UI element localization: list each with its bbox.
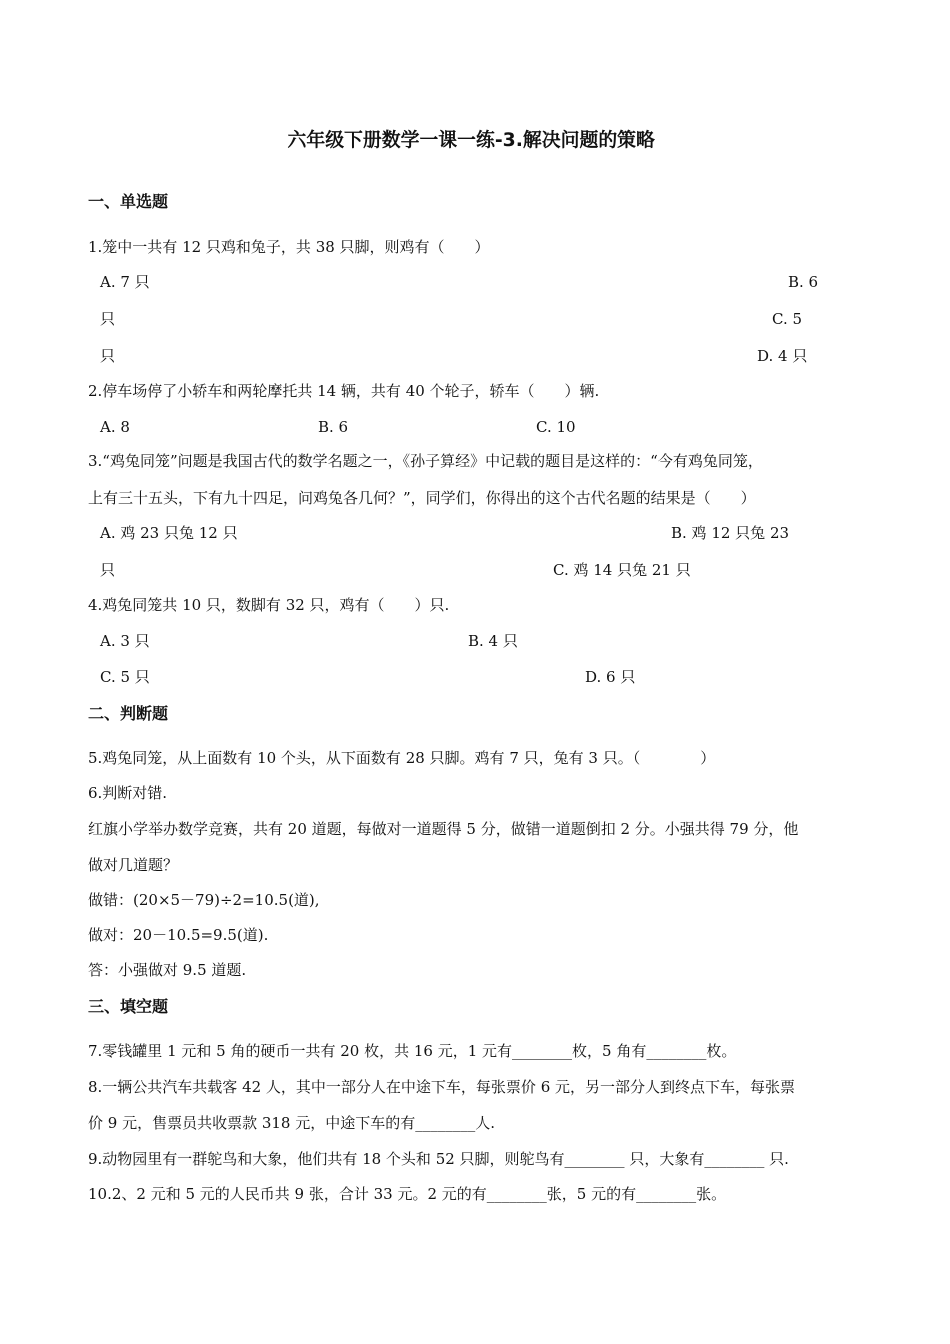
question-1-option-d: D. 4 只 bbox=[757, 347, 808, 365]
question-6-line-2: 做对几道题？ bbox=[88, 856, 179, 874]
question-1-option-c: C. 5 bbox=[772, 310, 803, 328]
question-3-option-a: A. 鸡 23 只兔 12 只 bbox=[100, 524, 238, 542]
question-2-option-c: C. 10 bbox=[536, 418, 576, 436]
section-heading-true-false: 二、判断题 bbox=[88, 704, 169, 723]
question-7-stem: 7.零钱罐里 1 元和 5 角的硬币一共有 20 枚，共 16 元，1 元有________枚，5 角有________枚。 bbox=[88, 1042, 737, 1060]
section-heading-fill-blank: 三、填空题 bbox=[88, 997, 169, 1016]
question-3-option-b-wrap: 只 bbox=[100, 561, 116, 579]
question-4-option-c: C. 5 只 bbox=[100, 668, 150, 686]
question-5-stem: 5.鸡兔同笼，从上面数有 10 个头，从下面数有 28 只脚。鸡有 7 只，兔有 3 只。（ ） bbox=[88, 749, 716, 767]
section-heading-single-choice: 一、单选题 bbox=[88, 192, 169, 211]
question-10-stem: 10.2、2 元和 5 元的人民币共 9 张，合计 33 元。2 元的有________张，5 元的有________张。 bbox=[88, 1185, 727, 1203]
question-4-option-b: B. 4 只 bbox=[468, 632, 518, 650]
question-1-option-b-wrap: 只 bbox=[100, 310, 116, 328]
question-6-line-3: 做错：(20×5－79)÷2=10.5(道), bbox=[88, 891, 320, 909]
question-9-stem: 9.动物园里有一群鸵鸟和大象，他们共有 18 个头和 52 只脚，则鸵鸟有________ 只，大象有________ 只. bbox=[88, 1150, 789, 1168]
question-4-stem: 4.鸡兔同笼共 10 只，数脚有 32 只，鸡有（ ）只. bbox=[88, 596, 450, 614]
question-1-stem: 1.笼中一共有 12 只鸡和兔子，共 38 只脚，则鸡有（ ） bbox=[88, 238, 490, 256]
question-6-line-4: 做对：20－10.5=9.5(道). bbox=[88, 926, 269, 944]
question-1-option-b: B. 6 bbox=[788, 273, 819, 291]
page-title: 六年级下册数学一课一练-3.解决问题的策略 bbox=[287, 129, 655, 151]
question-3-stem-line-2: 上有三十五头，下有九十四足，问鸡兔各几何？”，同学们，你得出的这个古代名题的结果是（ ） bbox=[88, 489, 756, 507]
question-1-option-a: A. 7 只 bbox=[100, 273, 150, 291]
question-3-stem-line-1: 3.“鸡兔同笼”问题是我国古代的数学名题之一，《孙子算经》中记载的题目是这样的：“今有鸡兔同笼， bbox=[88, 452, 763, 470]
question-6-line-5: 答：小强做对 9.5 道题. bbox=[88, 961, 247, 979]
question-2-option-b: B. 6 bbox=[318, 418, 349, 436]
question-8-line-2: 价 9 元，售票员共收票款 318 元，中途下车的有________人. bbox=[88, 1114, 496, 1132]
question-2-option-a: A. 8 bbox=[100, 418, 130, 436]
question-6-line-1: 红旗小学举办数学竞赛，共有 20 道题，每做对一道题得 5 分，做错一道题倒扣 2 分。小强共得 79 分，他 bbox=[88, 820, 799, 838]
question-6-stem: 6.判断对错. bbox=[88, 784, 168, 802]
question-4-option-a: A. 3 只 bbox=[100, 632, 150, 650]
question-8-line-1: 8.一辆公共汽车共载客 42 人，其中一部分人在中途下车，每张票价 6 元，另一部分人到终点下车，每张票 bbox=[88, 1078, 796, 1096]
question-2-stem: 2.停车场停了小轿车和两轮摩托共 14 辆，共有 40 个轮子，轿车（ ）辆. bbox=[88, 382, 600, 400]
question-4-option-d: D. 6 只 bbox=[585, 668, 636, 686]
question-3-option-b: B. 鸡 12 只兔 23 bbox=[671, 524, 790, 542]
question-3-option-c: C. 鸡 14 只兔 21 只 bbox=[553, 561, 691, 579]
question-1-option-c-wrap: 只 bbox=[100, 347, 116, 365]
